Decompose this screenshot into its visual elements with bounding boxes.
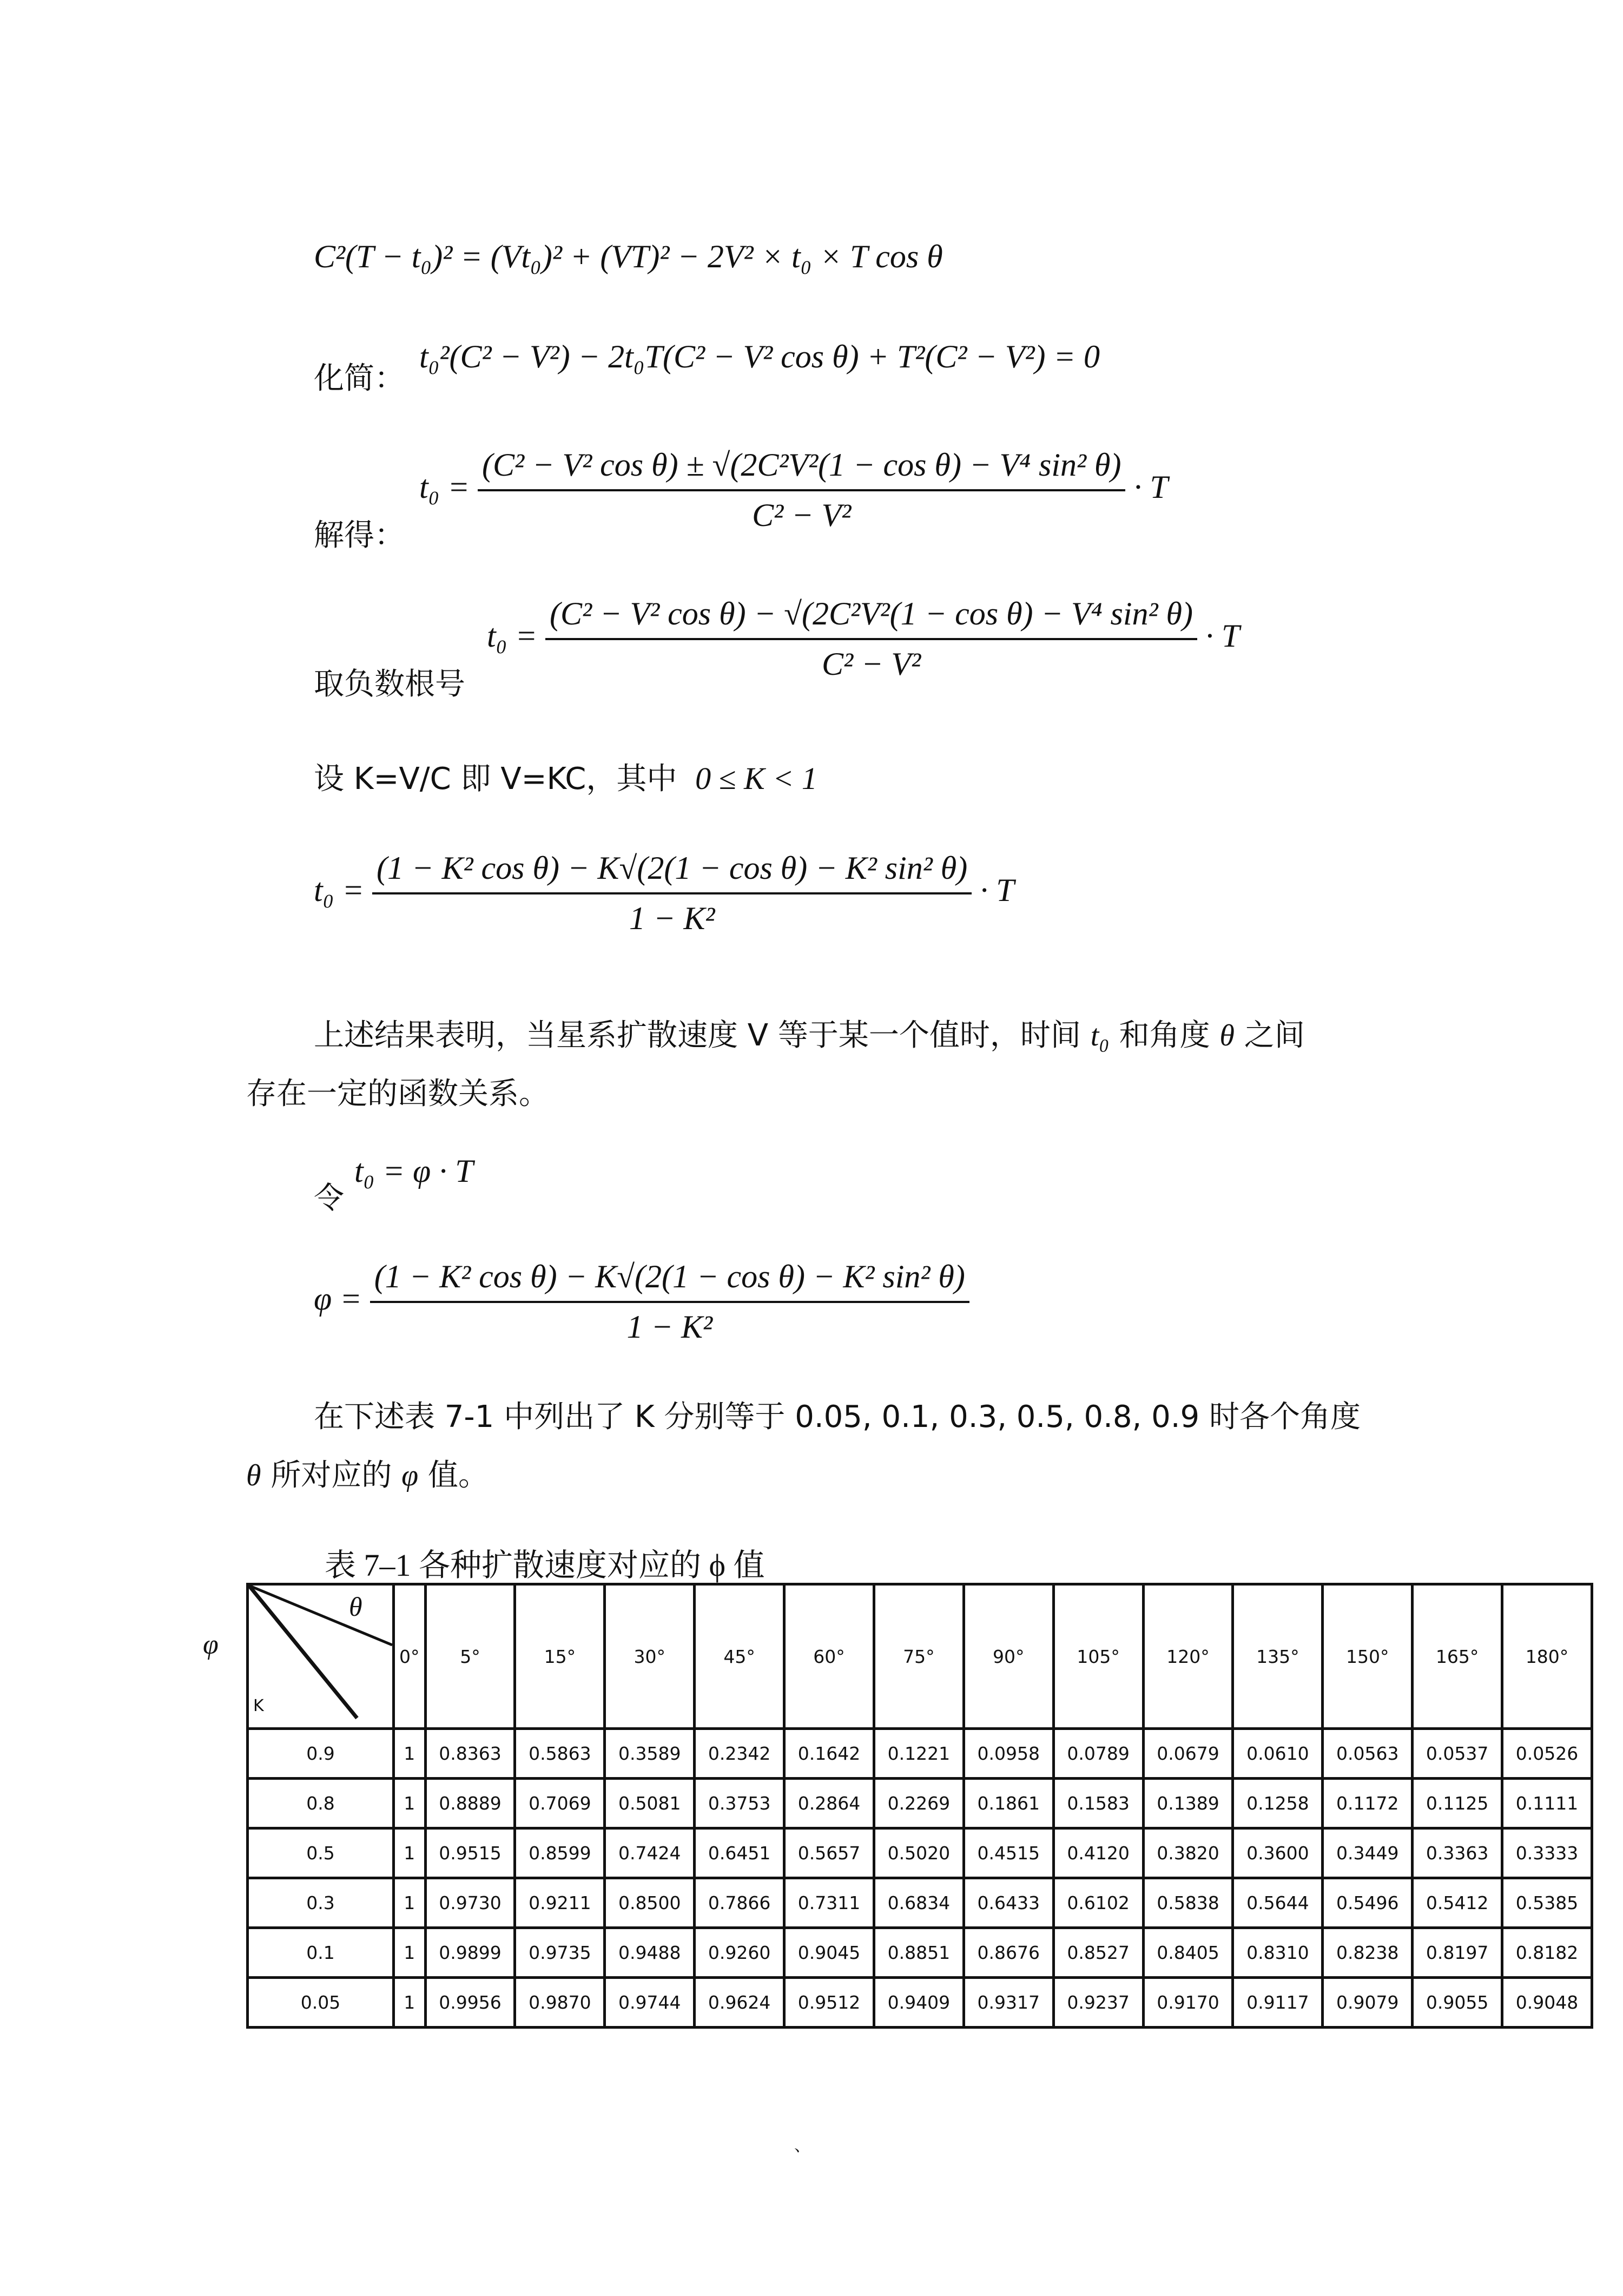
table-header-row [248,1584,1592,1729]
phi-value-cell: 0.1125 [1413,1779,1502,1828]
phi-value-cell: 0.8363 [425,1729,515,1779]
phi-value-cell: 0.0958 [964,1729,1053,1779]
row-axis-phi-symbol: φ [203,1629,219,1660]
phi-value-cell: 0.1111 [1502,1779,1592,1828]
phi-value-cell: 0.8527 [1053,1928,1143,1978]
define-k-text [314,755,817,798]
equation-tail: · T [980,872,1014,908]
phi-value-cell: 0.8197 [1413,1928,1502,1978]
phi-value-cell: 0.9624 [695,1978,784,2028]
footer-mark: 、 [794,2137,810,2155]
table-intro-paragraph [246,1388,1436,1505]
phi-value-cell: 0.8851 [874,1928,964,1978]
phi-value-cell: 0.8599 [515,1828,605,1878]
fraction-numerator: (C² − V² cos θ) ± √(2C²V²(1 − cos θ) − V⁴ sin² θ) [478,446,1125,491]
phi-value-cell: 0.8676 [964,1928,1053,1978]
angle-header: 15° [515,1584,605,1729]
phi-value-cell: 0.9317 [964,1978,1053,2028]
phi-value-cell: 0.3363 [1413,1828,1502,1878]
phi-value-cell: 0.8500 [605,1878,695,1928]
phi-value-cell: 0.3820 [1143,1828,1233,1878]
equation-law-of-cosines: C²(T − t₀)² = (Vt₀)² + (VT)² − 2V² × t₀ × T cos θ [314,239,943,274]
phi-symbol: φ [401,1459,419,1492]
fraction [478,446,1125,534]
paragraph-text: 之间 [1244,1018,1305,1053]
corner-theta-label: θ [349,1591,362,1622]
phi-value-cell: 1 [394,1878,426,1928]
equation-tail: · T [1133,469,1168,505]
let-label: 令 [314,1181,344,1216]
table-row [248,1828,1592,1878]
phi-value-cell: 0.6451 [695,1828,784,1878]
angle-header: 165° [1413,1584,1502,1729]
explanation-paragraph [246,1006,1382,1123]
phi-value-cell: 0.9211 [515,1878,605,1928]
phi-value-cell: 0.9956 [425,1978,515,2028]
phi-value-cell: 0.5657 [784,1828,874,1878]
fraction-denominator: C² − V² [752,497,852,533]
angle-header: 120° [1143,1584,1233,1729]
phi-value-cell: 0.5496 [1323,1878,1413,1928]
paragraph-line: 存在一定的函数关系。 [246,1076,549,1111]
phi-value-cell: 0.9048 [1502,1978,1592,2028]
k-value-cell: 0.05 [248,1978,394,2028]
phi-value-cell: 0.6102 [1053,1878,1143,1928]
table-row [248,1928,1592,1978]
phi-value-cell: 0.8310 [1233,1928,1323,1978]
phi-value-cell: 0.7424 [605,1828,695,1878]
phi-value-cell: 0.1172 [1323,1779,1413,1828]
angle-header: 180° [1502,1584,1592,1729]
k-range: 0 ≤ K < 1 [695,761,817,796]
phi-value-cell: 0.3589 [605,1729,695,1779]
corner-k-label: K [253,1696,264,1715]
phi-value-cell: 0.9730 [425,1878,515,1928]
k-value-cell: 0.9 [248,1729,394,1779]
angle-header: 135° [1233,1584,1323,1729]
fraction-numerator: (1 − K² cos θ) − K√(2(1 − cos θ) − K² sin² θ) [370,1258,969,1303]
phi-value-cell: 0.0679 [1143,1729,1233,1779]
phi-value-cell: 0.9744 [605,1978,695,2028]
phi-value-cell: 0.8182 [1502,1928,1592,1978]
phi-value-cell: 0.1642 [784,1729,874,1779]
phi-value-cell: 0.9055 [1413,1978,1502,2028]
phi-value-cell: 0.0789 [1053,1729,1143,1779]
table-caption: 表 7–1 各种扩散速度对应的 ϕ 值 [325,1548,765,1583]
table-row [248,1878,1592,1928]
phi-value-cell: 1 [394,1729,426,1779]
angle-header: 45° [695,1584,784,1729]
equation-lhs: t₀ = [419,469,470,505]
fraction [545,595,1197,683]
equation-phi [314,1258,969,1346]
phi-value-cell: 0.9170 [1143,1978,1233,2028]
angle-header: 75° [874,1584,964,1729]
theta-symbol: θ [246,1459,261,1492]
table-row [248,1779,1592,1828]
fraction-numerator: (1 − K² cos θ) − K√(2(1 − cos θ) − K² sin² θ) [372,850,972,894]
paragraph-text: 值。 [427,1458,489,1493]
phi-value-cell: 0.5020 [874,1828,964,1878]
equation-solution [419,446,1168,534]
phi-value-cell: 0.2864 [784,1779,874,1828]
phi-value-cell: 0.3600 [1233,1828,1323,1878]
equation-negative-root [487,595,1239,683]
phi-value-cell: 0.9870 [515,1978,605,2028]
phi-value-cell: 0.9515 [425,1828,515,1878]
phi-value-cell: 0.9079 [1323,1978,1413,2028]
t0-symbol: t₀ [1090,1019,1110,1052]
phi-value-cell: 0.5385 [1502,1878,1592,1928]
phi-value-cell: 0.1221 [874,1729,964,1779]
phi-value-cell: 0.5838 [1143,1878,1233,1928]
k-value-cell: 0.8 [248,1779,394,1828]
phi-value-cell: 0.8405 [1143,1928,1233,1978]
equation-lhs: t₀ = [314,872,365,908]
phi-value-cell: 0.4515 [964,1828,1053,1878]
phi-value-cell: 0.9488 [605,1928,695,1978]
phi-value-cell: 0.9512 [784,1978,874,2028]
phi-value-cell: 0.9409 [874,1978,964,2028]
paragraph-text: 所对应的 [270,1458,392,1493]
phi-value-cell: 0.0563 [1323,1729,1413,1779]
fraction-denominator: C² − V² [821,646,921,682]
equation-phi-definition: t₀ = φ · T [354,1153,473,1189]
fraction [372,850,972,937]
phi-value-cell: 1 [394,1978,426,2028]
phi-value-cell: 0.1389 [1143,1779,1233,1828]
equation-lhs: φ = [314,1280,362,1317]
fraction-numerator: (C² − V² cos θ) − √(2C²V²(1 − cos θ) − V⁴ sin² θ) [545,595,1197,640]
phi-value-cell: 0.5081 [605,1779,695,1828]
k-value-cell: 0.5 [248,1828,394,1878]
theta-symbol: θ [1219,1019,1235,1052]
angle-header: 90° [964,1584,1053,1729]
phi-value-cell: 0.9899 [425,1928,515,1978]
paragraph-line: 在下述表 7-1 中列出了 K 分别等于 0.05, 0.1, 0.3, 0.5, 0.8, 0.9 时各个角度 [314,1399,1361,1435]
diagonal-lines [249,1586,392,1727]
corner-cell [248,1584,394,1729]
phi-value-cell: 0.6834 [874,1878,964,1928]
k-value-cell: 0.1 [248,1928,394,1978]
simplify-label: 化简： [314,361,405,396]
phi-value-cell: 1 [394,1779,426,1828]
phi-value-cell: 0.3449 [1323,1828,1413,1878]
phi-value-cell: 0.0526 [1502,1729,1592,1779]
phi-value-cell: 0.5863 [515,1729,605,1779]
equation-simplified: t₀²(C² − V²) − 2t₀T(C² − V² cos θ) + T²(C² − V²) = 0 [419,339,1100,374]
angle-header: 150° [1323,1584,1413,1729]
fraction-denominator: 1 − K² [629,900,715,936]
phi-value-cell: 0.1258 [1233,1779,1323,1828]
phi-value-cell: 0.1583 [1053,1779,1143,1828]
phi-values-table [246,1583,1593,2029]
phi-value-cell: 0.5644 [1233,1878,1323,1928]
equation-tail: · T [1205,617,1240,654]
equation-in-k [314,850,1014,937]
negative-root-label: 取负数根号 [314,667,465,702]
angle-header: 0° [394,1584,426,1729]
fraction-denominator: 1 − K² [626,1309,713,1345]
phi-value-cell: 0.1861 [964,1779,1053,1828]
table-row [248,1978,1592,2028]
phi-value-cell: 0.5412 [1413,1878,1502,1928]
phi-value-cell: 1 [394,1928,426,1978]
phi-value-cell: 0.7866 [695,1878,784,1928]
phi-value-cell: 1 [394,1828,426,1878]
phi-value-cell: 0.9237 [1053,1978,1143,2028]
phi-value-cell: 0.3753 [695,1779,784,1828]
phi-value-cell: 0.2342 [695,1729,784,1779]
angle-header: 30° [605,1584,695,1729]
phi-value-cell: 0.9260 [695,1928,784,1978]
phi-value-cell: 0.0610 [1233,1729,1323,1779]
angle-header: 5° [425,1584,515,1729]
paragraph-text: 上述结果表明，当星系扩散速度 V 等于某一个值时，时间 [314,1018,1081,1053]
phi-value-cell: 0.9045 [784,1928,874,1978]
phi-value-cell: 0.0537 [1413,1729,1502,1779]
phi-value-cell: 0.2269 [874,1779,964,1828]
phi-value-cell: 0.7311 [784,1878,874,1928]
paragraph-text: 和角度 [1119,1018,1210,1053]
phi-value-cell: 0.9117 [1233,1978,1323,2028]
phi-value-cell: 0.8889 [425,1779,515,1828]
phi-value-cell: 0.9735 [515,1928,605,1978]
phi-value-cell: 0.3333 [1502,1828,1592,1878]
phi-value-cell: 0.7069 [515,1779,605,1828]
equation-lhs: t₀ = [487,617,538,654]
solve-label: 解得： [314,518,405,553]
angle-header: 105° [1053,1584,1143,1729]
define-k-label: 设 K=V/C 即 V=KC，其中 [314,761,677,797]
angle-header: 60° [784,1584,874,1729]
phi-value-cell: 0.4120 [1053,1828,1143,1878]
phi-value-cell: 0.8238 [1323,1928,1413,1978]
phi-value-cell: 0.6433 [964,1878,1053,1928]
table-row [248,1729,1592,1779]
fraction [370,1258,969,1346]
k-value-cell: 0.3 [248,1878,394,1928]
